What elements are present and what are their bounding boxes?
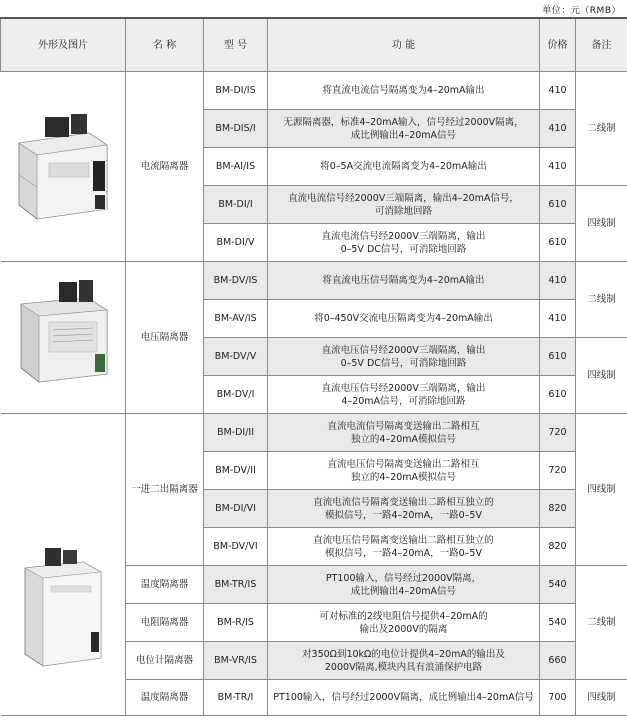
model-cell: BM-R/IS (204, 604, 268, 642)
unit-note: 单位：元（RMB） (542, 6, 621, 16)
table-row (1, 262, 627, 300)
price-cell: 610 (540, 186, 576, 224)
price-cell: 820 (540, 528, 576, 566)
model-cell: BM-DV/II (204, 452, 268, 490)
price-cell: 410 (540, 110, 576, 148)
header-row (1, 18, 627, 72)
note-four-wire: 四线制 (576, 414, 627, 566)
model-cell: BM-AV/IS (204, 300, 268, 338)
function-cell: 将直流电压信号隔离变为4–20mA输出 (268, 262, 540, 300)
function-cell: 直流电压信号隔离变送输出二路相互独立的 模拟信号，一路4–20mA，一路0–5V (268, 528, 540, 566)
model-cell: BM-DIS/I (204, 110, 268, 148)
product-name-current-isolator: 电流隔离器 (126, 72, 204, 262)
function-cell: 无源隔离器，标准4–20mA输入，信号经过2000V隔离， 成比例输出4–20mA信号 (268, 110, 540, 148)
price-cell: 610 (540, 338, 576, 376)
note-four-wire: 四线制 (576, 186, 627, 262)
function-cell: 直流电流信号隔离变送输出二路相互独立的 模拟信号，一路4–20mA，一路0–5V (268, 490, 540, 528)
col-header-model: 型 号 (204, 18, 268, 72)
function-cell: 将直流电流信号隔离变为4–20mA输出 (268, 72, 540, 110)
product-name-one-in-two-out-isolator: 一进二出隔离器 (126, 414, 204, 566)
price-cell: 540 (540, 604, 576, 642)
model-cell: BM-TR/I (204, 680, 268, 716)
model-cell: BM-DI/VI (204, 490, 268, 528)
model-cell: BM-DV/I (204, 376, 268, 414)
function-cell: 直流电压信号隔离变送输出二路相互 独立的4–20mA模拟信号 (268, 452, 540, 490)
table-row (1, 72, 627, 110)
product-name-voltage-isolator: 电压隔离器 (126, 262, 204, 414)
function-cell: 直流电流信号经2000V三端隔离，输出4–20mA信号， 可消除地回路 (268, 186, 540, 224)
price-table (0, 17, 627, 716)
price-cell: 610 (540, 224, 576, 262)
price-cell: 700 (540, 680, 576, 716)
model-cell: BM-DI/I (204, 186, 268, 224)
model-cell: BM-DV/V (204, 338, 268, 376)
model-cell: BM-DI/V (204, 224, 268, 262)
device-image-cell (1, 72, 126, 262)
model-cell: BM-VR/IS (204, 642, 268, 680)
price-cell: 720 (540, 452, 576, 490)
note-two-wire: 二线制 (576, 262, 627, 338)
model-cell: BM-DI/IS (204, 72, 268, 110)
product-name-resistance-isolator: 电阻隔离器 (126, 604, 204, 642)
col-header-function: 功 能 (268, 18, 540, 72)
product-name-temp-isolator-2: 温度隔离器 (126, 680, 204, 716)
product-name-potentiometer-isolator: 电位计隔离器 (126, 642, 204, 680)
price-cell: 720 (540, 414, 576, 452)
note-four-wire: 四线制 (576, 680, 627, 716)
model-cell: BM-DV/VI (204, 528, 268, 566)
price-cell: 610 (540, 376, 576, 414)
function-cell: PT100输入，信号经过2000V隔离，成比例输出4–20mA信号 (268, 680, 540, 716)
function-cell: 直流电流信号隔离变送输出二路相互 独立的4–20mA模拟信号 (268, 414, 540, 452)
model-cell: BM-DI/II (204, 414, 268, 452)
din-rail-isolator-image (19, 548, 107, 668)
price-cell: 410 (540, 72, 576, 110)
function-cell: 将0–5A交流电流隔离变为4–20mA输出 (268, 148, 540, 186)
din-rail-isolator-image (9, 105, 117, 225)
product-name-temp-isolator: 温度隔离器 (126, 566, 204, 604)
col-header-image: 外形及图片 (1, 18, 126, 72)
note-two-wire: 二线制 (576, 72, 627, 186)
note-two-wire: 二线制 (576, 566, 627, 680)
table-row (1, 414, 627, 452)
col-header-price: 价格 (540, 18, 576, 72)
price-cell: 540 (540, 566, 576, 604)
din-rail-isolator-image (9, 276, 117, 396)
device-image-cell (1, 262, 126, 414)
col-header-note: 备注 (576, 18, 627, 72)
function-cell: PT100输入，信号经过2000V隔离， 成比例输出4–20mA信号 (268, 566, 540, 604)
function-cell: 将0–450V交流电压隔离变为4–20mA输出 (268, 300, 540, 338)
price-cell: 410 (540, 262, 576, 300)
function-cell: 直流电压信号经2000V三端隔离，输出 4–20mA信号，可消除地回路 (268, 376, 540, 414)
function-cell: 可对标准的2线电阻信号提供4–20mA的 输出及2000V的隔离 (268, 604, 540, 642)
col-header-name: 名 称 (126, 18, 204, 72)
price-cell: 410 (540, 148, 576, 186)
model-cell: BM-DV/IS (204, 262, 268, 300)
model-cell: BM-TR/IS (204, 566, 268, 604)
function-cell: 直流电压信号经2000V三端隔离，输出 0–5V DC信号，可消除地回路 (268, 338, 540, 376)
device-image-cell (1, 414, 126, 716)
function-cell: 对350Ω到10kΩ的电位计提供4–20mA的输出及 2000V隔离,模块内具有浪涌保护电路 (268, 642, 540, 680)
model-cell: BM-AI/IS (204, 148, 268, 186)
function-cell: 直流电流信号经2000V三端隔离，输出 0–5V DC信号，可消除地回路 (268, 224, 540, 262)
note-four-wire: 四线制 (576, 338, 627, 414)
price-cell: 410 (540, 300, 576, 338)
price-cell: 660 (540, 642, 576, 680)
price-cell: 820 (540, 490, 576, 528)
